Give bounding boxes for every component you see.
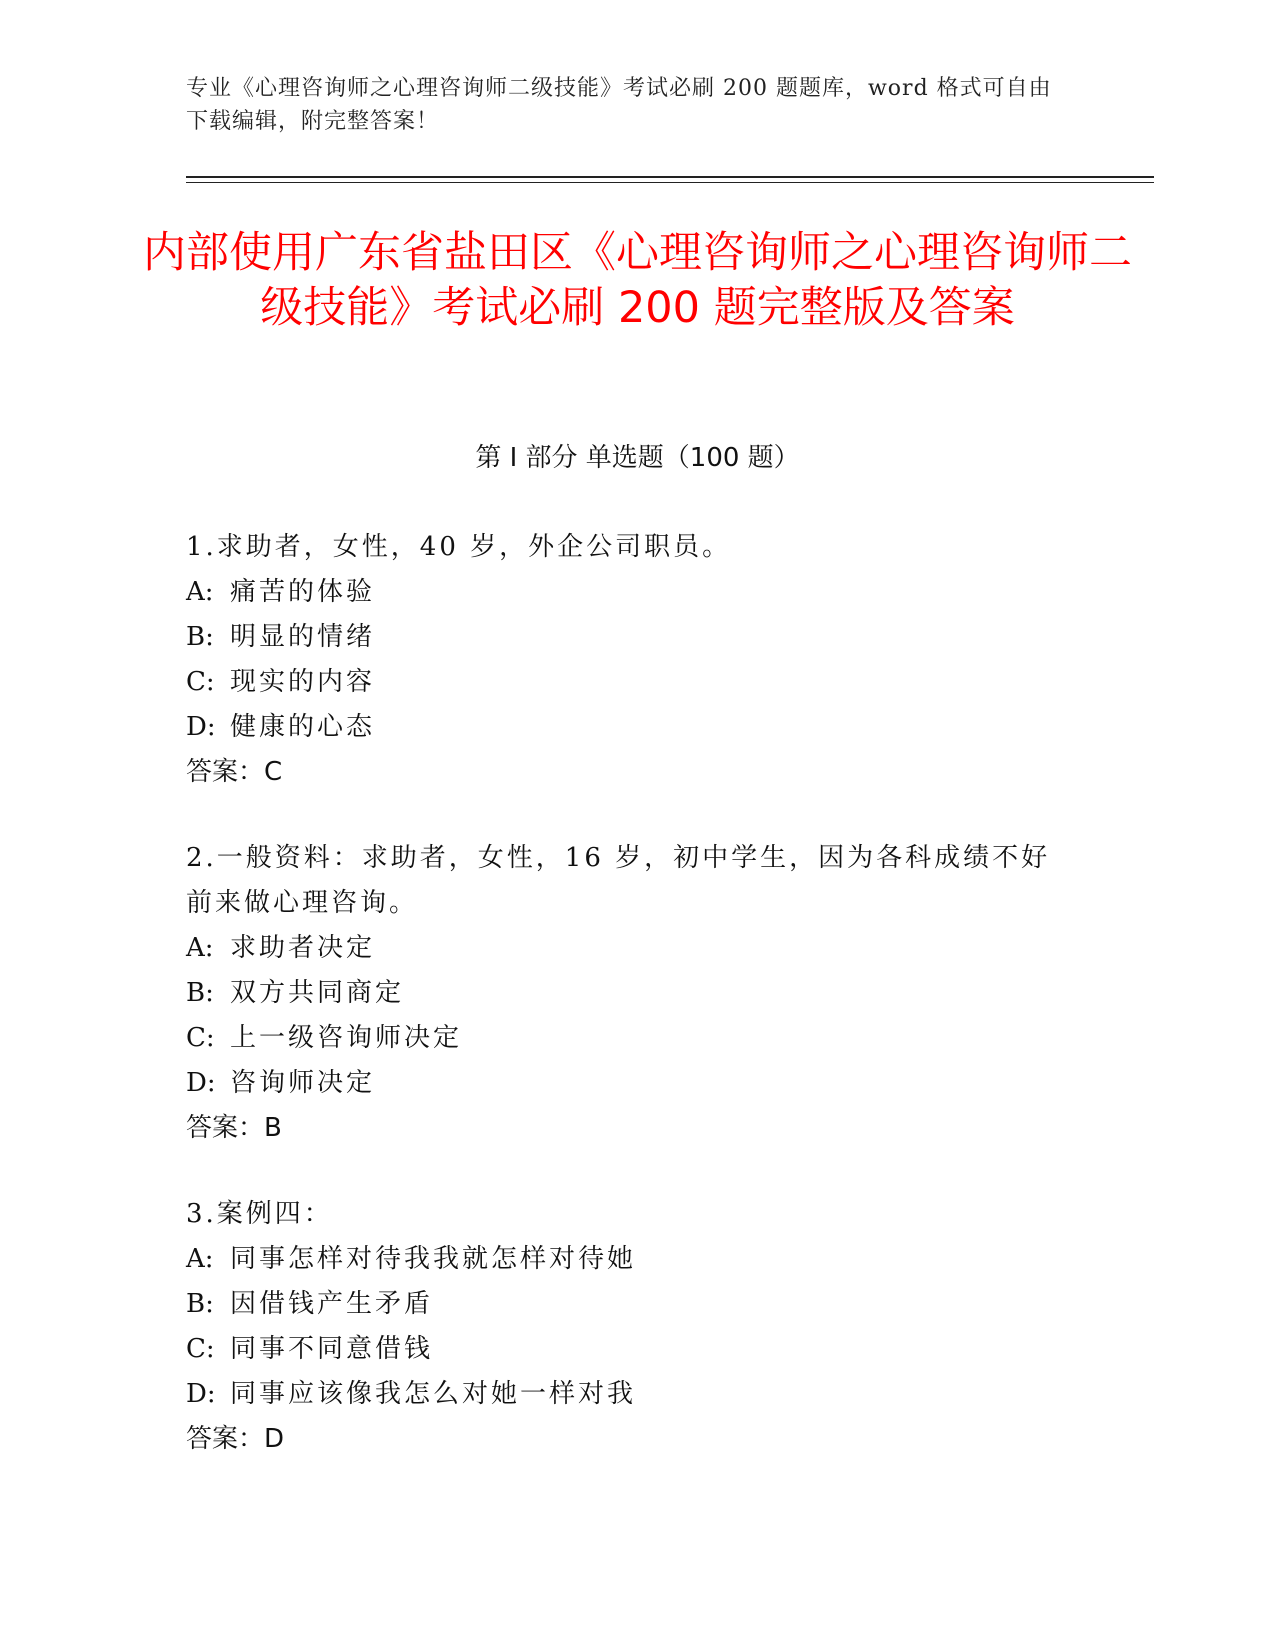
option-key: C: — [186, 1023, 215, 1053]
question-list — [186, 525, 1076, 1503]
option-b — [186, 971, 1076, 1016]
question-stem: 2.一般资料：求助者，女性，16 岁，初中学生，因为各科成绩不好前来做心理咨询。 — [186, 843, 1051, 918]
option-text: 同事不同意借钱 — [230, 1334, 434, 1364]
option-text: 因借钱产生矛盾 — [230, 1289, 434, 1319]
option-text: 求助者决定 — [230, 933, 376, 963]
section-heading: 第 I 部分 单选题（100 题） — [475, 443, 800, 473]
answer-line: 答案：D — [186, 1424, 285, 1454]
option-c — [186, 660, 1076, 705]
option-text: 双方共同商定 — [230, 978, 405, 1008]
question-3 — [186, 1192, 1076, 1462]
option-key: A: — [186, 933, 214, 963]
header-rule-thick — [186, 176, 1154, 178]
option-key: C: — [186, 667, 215, 697]
option-key: B: — [186, 622, 214, 652]
option-d — [186, 705, 1076, 750]
option-text: 上一级咨询师决定 — [230, 1023, 463, 1053]
option-key: C: — [186, 1334, 215, 1364]
answer-line: 答案：C — [186, 757, 283, 787]
option-text: 同事应该像我怎么对她一样对我 — [230, 1379, 637, 1409]
question-stem: 1.求助者，女性，40 岁，外企公司职员。 — [186, 532, 732, 562]
option-key: B: — [186, 978, 214, 1008]
question-2 — [186, 836, 1076, 1151]
option-b — [186, 1282, 1076, 1327]
option-a — [186, 926, 1076, 971]
option-text: 健康的心态 — [230, 712, 376, 742]
option-c — [186, 1327, 1076, 1372]
option-text: 咨询师决定 — [230, 1068, 376, 1098]
header-note: 专业《心理咨询师之心理咨询师二级技能》考试必刷 200 题题库，word 格式可自由下载编辑，附完整答案！ — [186, 76, 1052, 134]
option-text: 现实的内容 — [230, 667, 376, 697]
option-text: 明显的情绪 — [230, 622, 376, 652]
option-key: D: — [186, 1379, 216, 1409]
option-d — [186, 1061, 1076, 1106]
option-key: D: — [186, 712, 216, 742]
question-stem: 3.案例四： — [186, 1199, 333, 1229]
option-text: 同事怎样对待我我就怎样对待她 — [230, 1244, 637, 1274]
answer-line: 答案：B — [186, 1113, 282, 1143]
option-key: D: — [186, 1068, 216, 1098]
option-text: 痛苦的体验 — [230, 577, 376, 607]
option-a — [186, 570, 1076, 615]
option-d — [186, 1372, 1076, 1417]
option-key: B: — [186, 1289, 214, 1319]
option-key: A: — [186, 577, 214, 607]
question-1 — [186, 525, 1076, 795]
header-rule-thin — [186, 182, 1154, 183]
option-c — [186, 1016, 1076, 1061]
option-a — [186, 1237, 1076, 1282]
document-title: 内部使用广东省盐田区《心理咨询师之心理咨询师二级技能》考试必刷 200 题完整版及答案 — [143, 228, 1132, 333]
option-key: A: — [186, 1244, 214, 1274]
option-b — [186, 615, 1076, 660]
